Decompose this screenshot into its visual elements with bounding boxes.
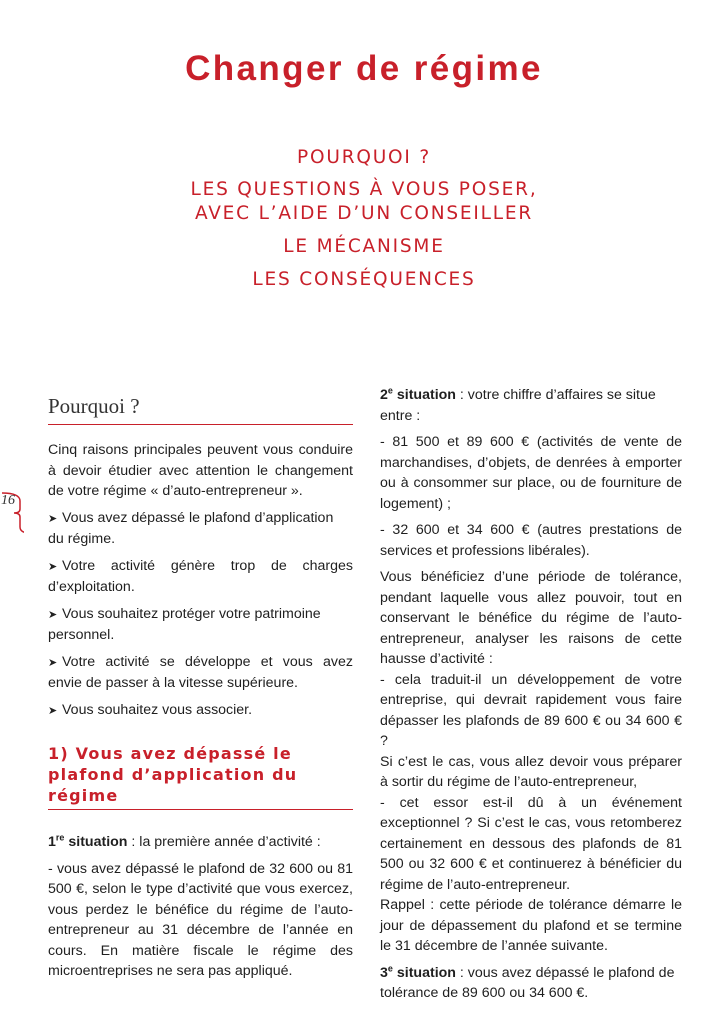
header-line-conseiller: AVEC L’AIDE D’UN CONSEILLER [194,203,534,224]
arrow-bullet-icon: ➤ [48,656,58,669]
header-line-pourquoi: POURQUOI ? [297,147,431,168]
list-item: ➤ Votre activité se développe et vous avez envie de passer à la vitesse supérieure. [48,653,353,691]
arrow-bullet-icon: ➤ [48,608,58,621]
header-line-consequences: LES CONSÉQUENCES [252,269,476,290]
arrow-bullet-icon: ➤ [48,512,58,525]
rappel-note: Rappel : cette période de tolérance démarre le jour de dépassement du plafond et se termine le 31 décembre de l’année suivante. [380,897,682,954]
situation-1-body: - vous avez dépassé le plafond de 32 600 ou 81 500 €, selon le type d’activité que vous exercez, vous perdez le bénéfice du régime de l’auto-entrepreneur au 31 décembre de l’année en cours. En matière fiscale le régime des microentreprises ne sera pas appliqué. [48,860,353,979]
page-number-tab [0,491,24,535]
list-item: ➤ Votre activité génère trop de charges d’exploitation. [48,557,353,595]
situation-2-lead: 2e situation : votre chiffre d’affaires se situe entre : [380,385,656,424]
situation-1-lead: 1re situation : la première année d’activité : [48,832,321,850]
section-heading-plafond: 1) Vous avez dépassé le plafond d’application du régime [48,743,353,810]
tolerance-paragraph: Vous bénéficiez d’une période de tolérance, pendant laquelle vous allez pouvoir, tout en conservant le bénéfice du régime de l’auto-entrepreneur, analyser les raisons de cette hausse d’activité : [380,569,682,667]
arrow-bullet-icon: ➤ [48,704,58,717]
pourquoi-heading: Pourquoi ? [48,392,353,425]
situation-2-item-vente: - 81 500 et 89 600 € (activités de vente de marchandises, d’objets, de denrées à emporter ou à consommer sur place, ou de fourniture de logement) ; [380,434,682,512]
list-item: ➤ Vous souhaitez vous associer. [48,700,353,722]
page-number: 16 [1,493,15,508]
header-line-questions: LES QUESTIONS À VOUS POSER, [190,179,538,200]
list-item: ➤ Vous avez dépassé le plafond d’application du régime. [48,509,334,547]
intro-paragraph: Cinq raisons principales peuvent vous conduire à devoir étudier avec attention le changement de votre régime « d’auto-entrepreneur ». [48,442,353,499]
answer-developpement: Si c’est le cas, vous allez devoir vous préparer à sortir du régime de l’auto-entrepreneur, [380,753,682,790]
left-column [48,385,353,988]
list-item: ➤ Vous souhaitez protéger votre patrimoine personnel. [48,605,321,643]
question-developpement: - cela traduit-il un développement de votre entreprise, qui devrait rapidement vous faire dépasser les plafonds de 89 600 € ou 34 600 € ? [380,671,682,749]
situation-3-lead: 3e situation : vous avez dépassé le plafond de tolérance de 89 600 ou 34 600 €. [380,962,675,1001]
header-line-mecanisme: LE MÉCANISME [283,236,445,257]
arrow-bullet-icon: ➤ [48,560,58,573]
page-title: Changer de régime [185,49,543,88]
situation-2-item-services: - 32 600 et 34 600 € (autres prestations de services et professions libérales). [380,522,682,559]
right-column [380,385,682,1010]
question-exceptionnel: - cet essor est-il dû à un événement exceptionnel ? Si c’est le cas, vous retomberez certainement en dessous des plafonds de 81 500 ou 32 600 € et continuerez à bénéficier du régime de l’auto-entrepreneur. [380,794,682,893]
